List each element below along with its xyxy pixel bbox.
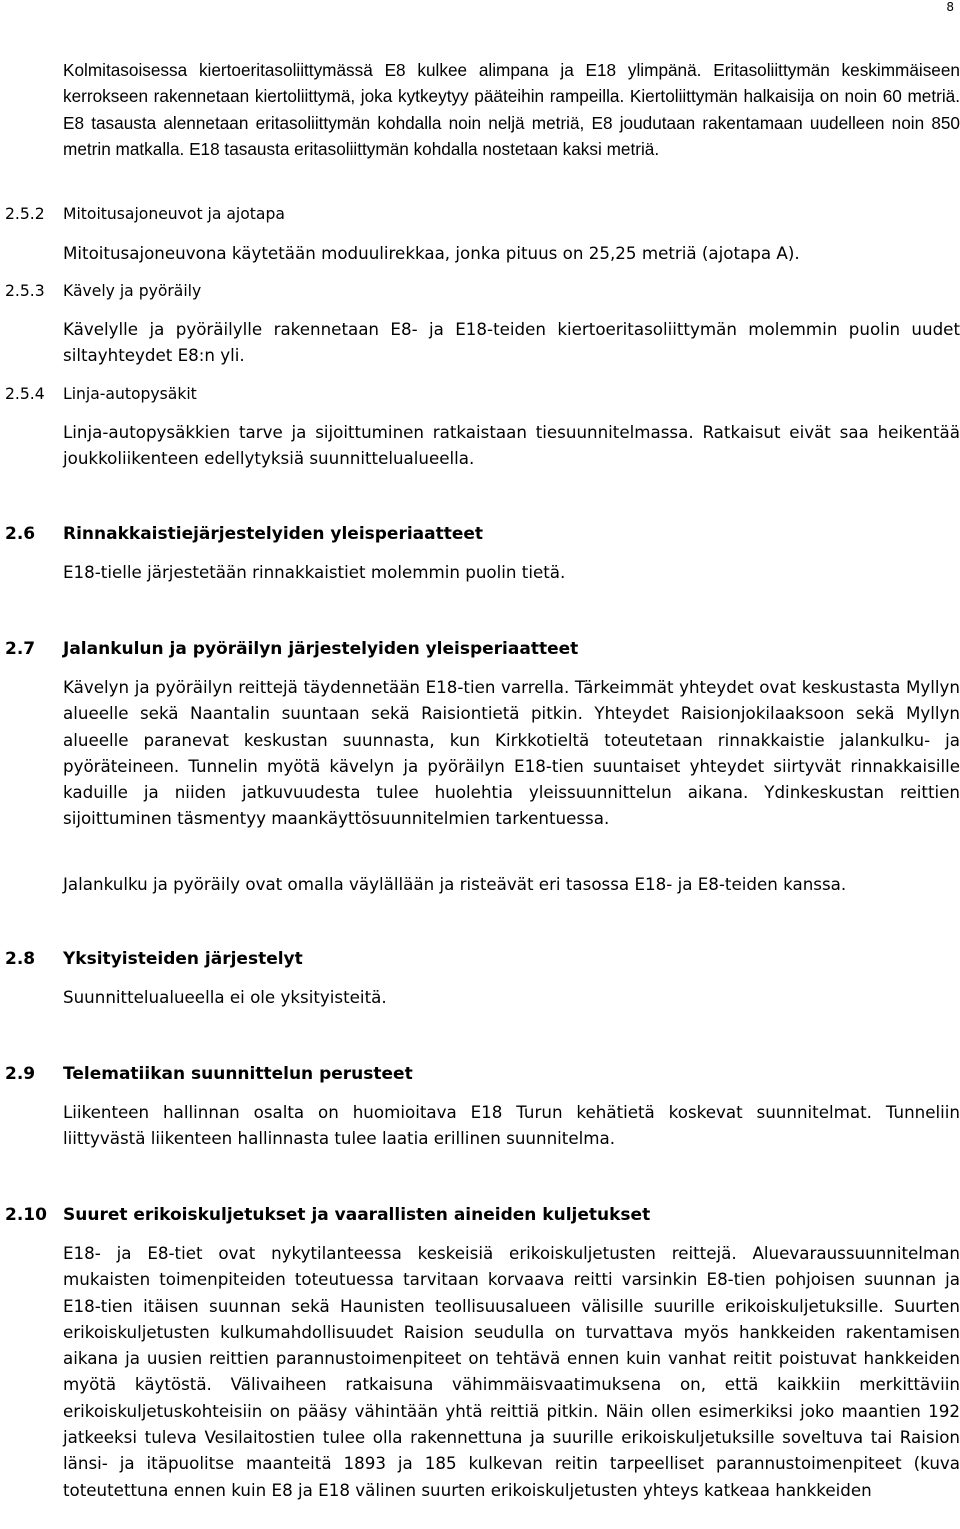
section-number: 2.8	[5, 949, 36, 969]
section-number: 2.7	[5, 639, 36, 659]
section-title: Jalankulun ja pyöräilyn järjestelyiden yleisperiaatteet	[63, 639, 579, 659]
intro-paragraph: Kolmitasoisessa kiertoeritasoliittymässä E8 kulkee alimpana ja E18 ylimpänä. Eritasoliittymän keskimmäiseen kerrokseen rakennetaan kiertoliittymä, joka kytkeytyy pääteihin rampeilla. Kiertoliittymän halkaisija on noin 60 metriä. E8 tasausta alennetaan eritasoliittymän kohdalla noin neljä metriä, E8 joudutaan rakentamaan uudelleen noin 850 metrin matkalla. E18 tasausta eritasoliittymän kohdalla nostetaan kaksi metriä.	[63, 60, 960, 159]
subsection-number: 2.5.3	[5, 282, 45, 300]
section-paragraph: E18-tielle järjestetään rinnakkaistiet molemmin puolin tietä.	[63, 562, 566, 582]
subsection-text: Kävelylle ja pyöräilylle rakennetaan E8- ja E18-teiden kiertoeritasoliittymän molemmin puolin uudet siltayhteydet E8:n yli.	[63, 319, 960, 366]
section-title: Yksityisteiden järjestelyt	[63, 949, 303, 969]
subsection-number: 2.5.4	[5, 385, 45, 403]
section-number: 2.10	[5, 1205, 47, 1225]
subsection-text: Linja-autopysäkkien tarve ja sijoittuminen ratkaistaan tiesuunnitelmassa. Ratkaisut eivät saa heikentää joukkoliikenteen edellytyksiä suunnittelualueella.	[63, 422, 960, 469]
subsection-title: Mitoitusajoneuvot ja ajotapa	[63, 205, 285, 223]
section-title: Rinnakkaistiejärjestelyiden yleisperiaatteet	[63, 524, 484, 544]
subsection-title: Linja-autopysäkit	[63, 385, 197, 403]
page-number: 8	[946, 0, 954, 14]
subsection-text: Mitoitusajoneuvona käytetään moduulirekkaa, jonka pituus on 25,25 metriä (ajotapa A).	[63, 243, 800, 263]
section-paragraph: Kävelyn ja pyöräilyn reittejä täydennetään E18-tien varrella. Tärkeimmät yhteydet ovat keskustasta Myllyn alueelle sekä Naantalin suuntaan sekä Raisiontietä pitkin. Yhteydet Raisionjokilaaksoon sekä Myllyn alueelle paranevat keskustan suunnasta, kun Kirkkotieltä toteutetaan rinnakkaistie jalankulku- ja pyöräteineen. Tunnelin myötä kävelyn ja pyöräilyn E18-tien suuntaiset yhteydet siirtyvät rinnakkaisille kaduille ja niiden jatkuvuudesta tulee huolehtia yleissuunnittelun aikana. Ydinkeskustan reittien sijoittuminen täsmentyy maankäyttösuunnitelmien tarkentuessa.	[63, 677, 960, 829]
section-paragraph: E18- ja E8-tiet ovat nykytilanteessa keskeisiä erikoiskuljetusten reittejä. Aluevaraussuunnitelman mukaisten toimenpiteiden toteutuessa tarvitaan korvaava reitti varsinkin E8-tien pohjoisen suunnan ja E18-tien itäisen suunnan sekä Haunisten teollisuusalueen välisille suurille erikoiskuljetuksille. Suurten erikoiskuljetusten kulkumahdollisuudet Raision seudulla on turvattava myös hankkeiden rakentamisen aikana ja uusien reittien parannustoimenpiteet on tehtävä ennen kuin vanhat reitit poistuvat hankkeiden myötä käytöstä. Välivaiheen ratkaisuna vähimmäisvaatimuksena on, että kaikkiin merkittäviin erikoiskuljetuskohteisiin on pääsy vähintään yhtä reittiä pitkin. Näin ollen esimerkiksi joko maantien 192 jatkeeksi tuleva Vesilaitostien tulee olla rakennettuna ja suurille erikoiskuljetuksille soveltuva tai Raision länsi- ja itäpuolitse maanteitä 1893 ja 185 kulkevan reitin tarpeelliset parannustoimenpiteet (kuva toteutettuna ennen kuin E8 ja E18 välinen suurten erikoiskuljetusten yhteys katkeaa hankkeiden	[63, 1243, 960, 1500]
section-title: Suuret erikoiskuljetukset ja vaarallisten aineiden kuljetukset	[63, 1205, 651, 1225]
section-number: 2.6	[5, 524, 36, 544]
section-paragraph: Jalankulku ja pyöräily ovat omalla väylällään ja risteävät eri tasossa E18- ja E8-teiden kanssa.	[63, 874, 847, 894]
subsection-title: Kävely ja pyöräily	[63, 282, 202, 300]
subsection-number: 2.5.2	[5, 205, 45, 223]
section-number: 2.9	[5, 1064, 36, 1084]
section-paragraph: Suunnittelualueella ei ole yksityisteitä.	[63, 987, 387, 1007]
section-title: Telematiikan suunnittelun perusteet	[63, 1064, 413, 1084]
section-paragraph: Liikenteen hallinnan osalta on huomioitava E18 Turun kehätietä koskevat suunnitelmat. Tunneliin liittyvästä liikenteen hallinnasta tulee laatia erillinen suunnitelma.	[63, 1102, 960, 1149]
